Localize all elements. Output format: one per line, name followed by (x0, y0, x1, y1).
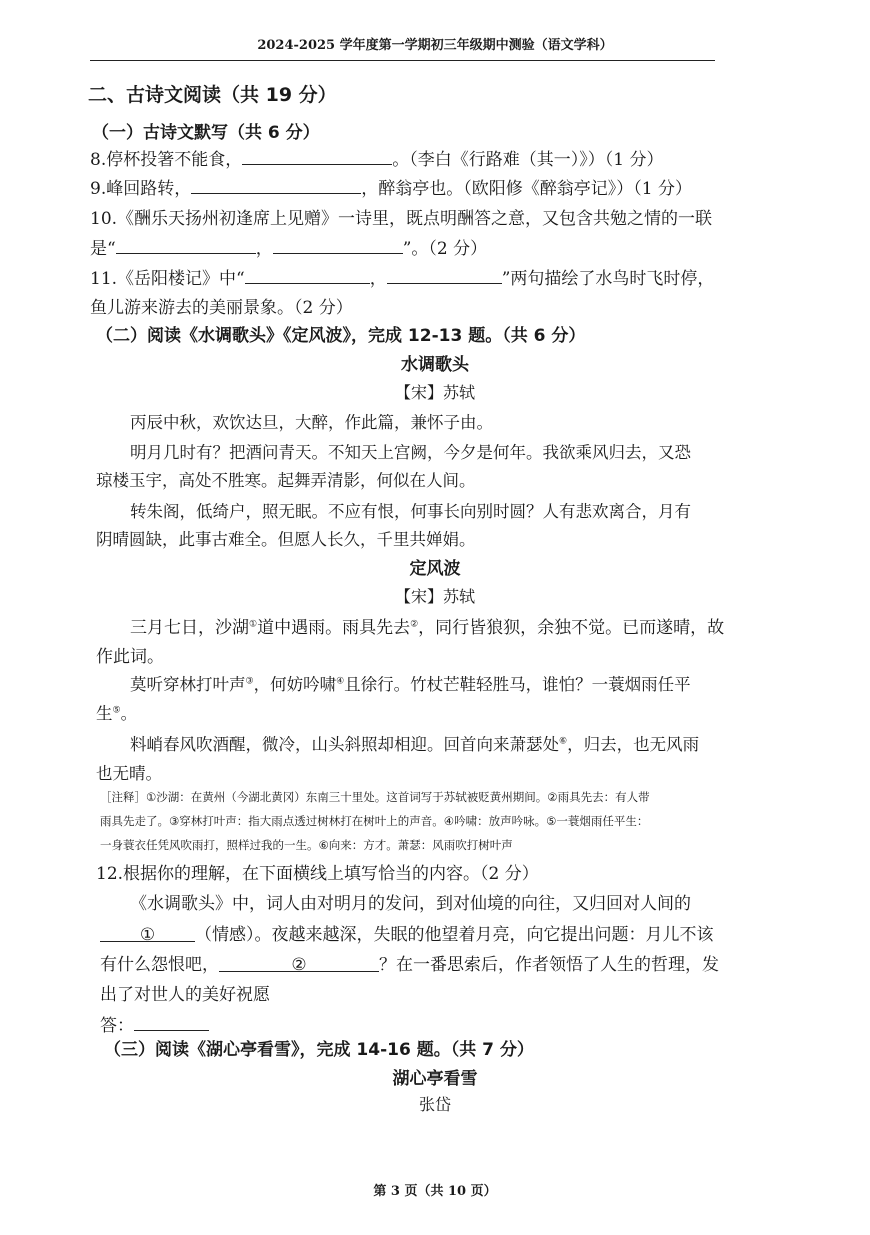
preface-text: 道中遇雨。雨具先去 (257, 618, 411, 638)
question-12-line2: 《水调歌头》中，词人由对明月的发问，到对仙境的向往，又归回对人间的 (130, 894, 691, 914)
q8-blank[interactable] (242, 148, 392, 165)
poem-text: 料峭春风吹酒醒，微冷，山头斜照却相迎。回首向来萧瑟处 (130, 735, 559, 754)
q11-text: 11.《岳阳楼记》中“ (90, 269, 245, 289)
section-title: 二、古诗文阅读（共 19 分） (88, 84, 337, 106)
note-line: 雨具先走了。③穿林打叶声：指大雨点透过树林打在树叶上的声音。④吟啸：放声吟咏。⑤一蓑烟雨任平生： (100, 814, 649, 828)
poem-text: 生 (96, 704, 113, 723)
poem2-line4: 也无晴。 (96, 764, 162, 783)
question-12-line1: 12.根据你的理解，在下面横线上填写恰当的内容。（2 分） (96, 864, 539, 884)
note-line: 一身蓑衣任凭风吹雨打，照样过我的一生。⑥向来：方才。萧瑟：风雨吹打树叶声 (100, 838, 513, 852)
q11-comma: ， (369, 269, 387, 289)
question-12-line5: 出了对世人的美好祝愿 (100, 985, 270, 1005)
q11-blank-2[interactable] (387, 267, 502, 284)
part2-title: （二）阅读《水调歌头》《定风波》，完成 12-13 题。（共 6 分） (96, 326, 586, 346)
poem1-line: 阴晴圆缺，此事古难全。但愿人长久，千里共婵娟。 (96, 530, 476, 549)
q9-text: 9.峰回路转， (90, 179, 192, 199)
note-line: ［注释］①沙湖：在黄州（今湖北黄冈）东南三十里处。这首词写于苏轼被贬黄州期间。②雨具先去：有人带 (100, 790, 650, 804)
question-10-line1: 10.《酬乐天扬州初逢席上见赠》一诗里，既点明酬答之意，又包含共勉之情的一联 (90, 209, 713, 229)
question-12-line3 (100, 920, 714, 945)
question-11-line2: 鱼儿游来游去的美丽景象。（2 分） (90, 298, 353, 318)
poem2-preface-line1 (130, 613, 724, 638)
part1-title: （一）古诗文默写（共 6 分） (92, 123, 320, 143)
preface-text: 三月七日，沙湖 (130, 618, 249, 638)
answer-line (100, 1011, 209, 1036)
preface-text: ，同行皆狼狈，余独不觉。已而遂晴，故 (418, 618, 725, 638)
q12-text: ？在一番思索后，作者领悟了人生的哲理，发 (379, 955, 719, 975)
part3-title: （三）阅读《湖心亭看雪》，完成 14-16 题。（共 7 分） (104, 1040, 534, 1060)
page-footer: 第 3 页（共 10 页） (373, 1184, 497, 1199)
poem-text: ，何妨吟啸 (253, 675, 337, 694)
footnote-marker: ② (410, 619, 419, 630)
footnote-marker: ⑤ (112, 705, 121, 716)
answer-blank[interactable] (134, 1014, 209, 1031)
q11-blank-1[interactable] (245, 267, 370, 284)
poem2-line2 (96, 700, 137, 724)
poem-text: 且徐行。竹杖芒鞋轻胜马，谁怕？一蓑烟雨任平 (344, 675, 691, 694)
footnote-marker: ① (249, 619, 258, 630)
poem2-title: 定风波 (409, 559, 461, 579)
question-10-line2 (90, 234, 487, 259)
poem-text: ，归去，也无风雨 (567, 735, 700, 754)
question-12-line4 (100, 950, 719, 975)
poem2-author: 【宋】苏轼 (394, 587, 475, 606)
poem-text: 莫听穿林打叶声 (130, 675, 246, 694)
poem-text: 。 (120, 704, 138, 723)
q10-close: ”。（2 分） (402, 239, 488, 259)
poem3-author: 张岱 (418, 1095, 451, 1114)
poem2-preface-line2: 作此词。 (96, 647, 164, 667)
q12-text: 有什么怨恨吧， (100, 955, 219, 975)
q12-blank-1[interactable]: ① (100, 925, 195, 942)
poem2-line3 (130, 731, 699, 755)
q10-comma: ， (255, 239, 273, 259)
footnote-marker: ④ (336, 676, 345, 687)
q10-blank-2[interactable] (273, 237, 403, 254)
answer-label: 答： (100, 1016, 134, 1036)
poem1-preface: 丙辰中秋，欢饮达旦，大醉，作此篇，兼怀子由。 (130, 413, 493, 432)
q8-text: 8.停杯投箸不能食， (90, 150, 243, 170)
page-header: 2024-2025 学年度第一学期初三年级期中测验（语文学科） (257, 38, 613, 53)
q12-blank-2[interactable]: ② (219, 955, 379, 972)
header-divider (90, 60, 715, 61)
q11-after: ”两句描绘了水鸟时飞时停， (501, 269, 715, 289)
poem3-title: 湖心亭看雪 (392, 1069, 478, 1089)
q8-source: 。（李白《行路难（其一）》）（1 分） (392, 150, 664, 170)
poem1-line: 明月几时有？把酒问青天。不知天上宫阙，今夕是何年。我欲乘风归去，又恐 (130, 443, 691, 462)
footnote-marker: ⑥ (559, 736, 568, 747)
question-9 (90, 174, 692, 199)
poem2-line1 (130, 671, 691, 695)
poem1-line: 琼楼玉宇，高处不胜寒。起舞弄清影，何似在人间。 (96, 471, 476, 490)
q10-open: 是“ (90, 239, 116, 259)
q10-blank-1[interactable] (116, 237, 256, 254)
q12-text: （情感）。夜越来越深，失眠的他望着月亮，向它提出问题：月儿不该 (195, 925, 714, 945)
q9-source: ，醉翁亭也。（欧阳修《醉翁亭记》）（1 分） (361, 179, 692, 199)
poem1-line: 转朱阁，低绮户，照无眠。不应有恨，何事长向别时圆？人有悲欢离合，月有 (130, 502, 691, 521)
question-11-line1 (90, 264, 714, 289)
poem1-author: 【宋】苏轼 (394, 383, 475, 402)
question-8 (90, 145, 663, 170)
poem1-title: 水调歌头 (401, 355, 469, 375)
footnote-marker: ③ (245, 676, 254, 687)
q9-blank[interactable] (191, 177, 361, 194)
